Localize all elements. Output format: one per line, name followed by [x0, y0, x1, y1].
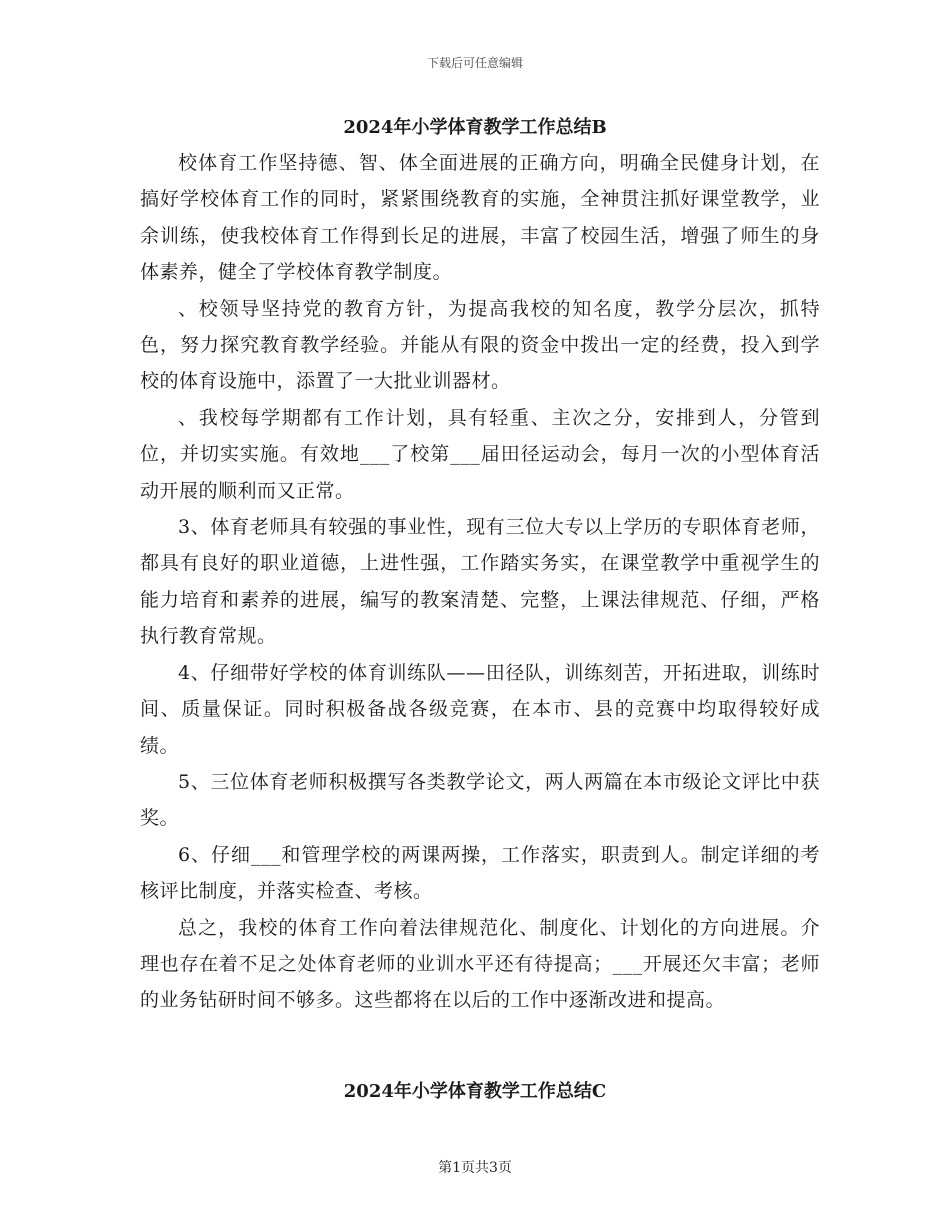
page-number: 第1页共3页	[438, 1160, 512, 1176]
paragraph-summary: 总之，我校的体育工作向着法律规范化、制度化、计划化的方向进展。介理也存在着不足之处体育老师的业训水平还有待提高；___开展还欠丰富；老师的业务钻研时间不够多。这些都将在以后的工作中逐渐改进和提高。	[140, 916, 820, 1012]
paragraph-training-team: 4、仔细带好学校的体育训练队——田径队，训练刻苦，开拓进取，训练时间、质量保证。同时积极备战各级竞赛，在本市、县的竞赛中均取得较好成绩。	[140, 661, 820, 757]
paragraph-leadership: 、校领导坚持党的教育方针，为提高我校的知名度，教学分层次，抓特色，努力探究教育教学经验。并能从有限的资金中拨出一定的经费，投入到学校的体育设施中，添置了一大批业训器材。	[140, 297, 820, 393]
paragraph-planning: 、我校每学期都有工作计划，具有轻重、主次之分，安排到人，分管到位，并切实实施。有效地___了校第___届田径运动会，每月一次的小型体育活动开展的顺利而又正常。	[140, 406, 820, 502]
document-title-b: 2024年小学体育教学工作总结B	[343, 117, 607, 138]
paragraph-teachers: 3、体育老师具有较强的事业性，现有三位大专以上学历的专职体育老师，都具有良好的职业道德，上进性强，工作踏实务实，在课堂教学中重视学生的能力培育和素养的进展，编写的教案清楚、完整，上课法律规范、仔细，严格执行教育常规。	[140, 516, 820, 648]
paragraph-papers: 5、三位体育老师积极撰写各类教学论文，两人两篇在本市级论文评比中获奖。	[140, 770, 820, 830]
document-body	[140, 145, 820, 1019]
paragraph-management: 6、仔细___和管理学校的两课两操，工作落实，职责到人。制定详细的考核评比制度，并落实检查、考核。	[140, 843, 820, 903]
document-title-c: 2024年小学体育教学工作总结C	[343, 1081, 607, 1102]
header-note: 下载后可任意编辑	[426, 56, 523, 70]
paragraph-intro: 校体育工作坚持德、智、体全面进展的正确方向，明确全民健身计划，在搞好学校体育工作的同时，紧紧围绕教育的实施，全神贯注抓好课堂教学，业余训练，使我校体育工作得到长足的进展，丰富了校园生活，增强了师生的身体素养，健全了学校体育教学制度。	[140, 152, 820, 284]
